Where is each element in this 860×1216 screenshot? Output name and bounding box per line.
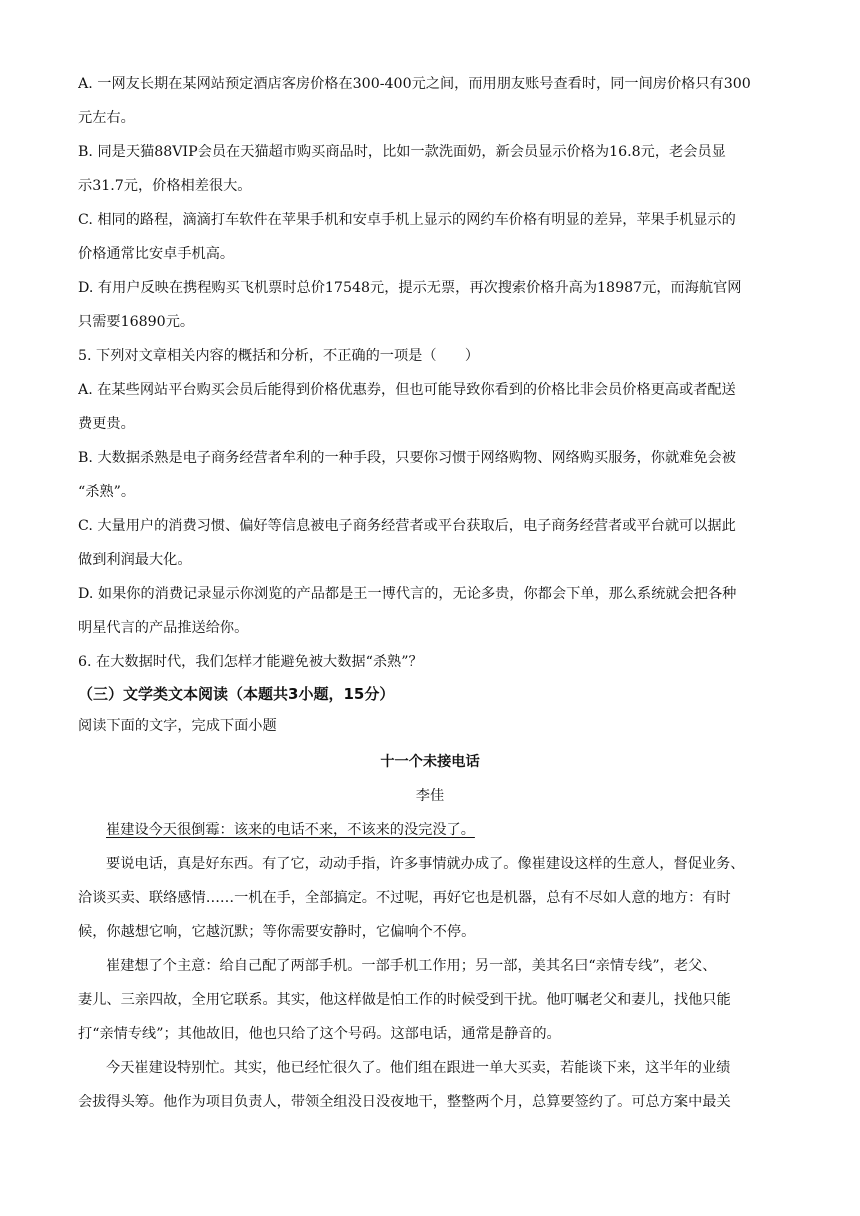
q4-option-a-line-1: A. 一网友长期在某网站预定酒店客房价格在300-400元之间，而用朋友账号查看时，同一间房价格只有300 [78, 76, 751, 92]
para2-line-3: 打“亲情专线”；其他故旧，他也只给了这个号码。这部电话，通常是静音的。 [78, 1026, 561, 1042]
story-title: 十一个未接电话 [380, 754, 480, 770]
section-heading: （三）文学类文本阅读（本题共3小题，15分） [78, 685, 395, 703]
q5-option-b-line-2: “杀熟”。 [78, 484, 136, 500]
q5-option-a-line-2: 费更贵。 [78, 416, 135, 432]
q5-option-d-line-1: D. 如果你的消费记录显示你浏览的产品都是王一博代言的，无论多贵，你都会下单，那么系统就会把各种 [78, 586, 737, 602]
q4-option-d-line-1: D. 有用户反映在携程购买飞机票时总价17548元，提示无票，再次搜索价格升高为18987元，而海航官网 [78, 280, 742, 296]
q4-option-b-line-2: 示31.7元，价格相差很大。 [78, 178, 252, 194]
para1-line-2: 洽谈买卖、联络感情……一机在手，全部搞定。不过呢，再好它也是机器，总有不尽如人意的地方：有时 [78, 890, 731, 906]
q5-stem: 5. 下列对文章相关内容的概括和分析，不正确的一项是（ ） [78, 348, 480, 364]
underlined-sentence: 崔建设今天很倒霉：该来的电话不来，不该来的没完没了。 [106, 822, 475, 838]
q4-option-c-line-2: 价格通常比安卓手机高。 [78, 246, 235, 262]
q4-option-d-line-2: 只需要16890元。 [78, 314, 195, 330]
para2-line-1: 崔建想了个主意：给自己配了两部手机。一部手机工作用；另一部，美其名曰“亲情专线”，老父、 [106, 958, 717, 974]
reading-instruction: 阅读下面的文字，完成下面小题 [78, 718, 277, 734]
q4-option-b-line-1: B. 同是天猫88VIP会员在天猫超市购买商品时，比如一款洗面奶，新会员显示价格为16.8元，老会员显 [78, 144, 726, 160]
q4-option-c-line-1: C. 相同的路程，滴滴打车软件在苹果手机和安卓手机上显示的网约车价格有明显的差异，苹果手机显示的 [78, 212, 736, 228]
story-opening-line [106, 820, 788, 840]
q6-stem: 6. 在大数据时代，我们怎样才能避免被大数据“杀熟”？ [78, 654, 423, 670]
para1-line-3: 候，你越想它响，它越沉默；等你需要安静时，它偏响个不停。 [78, 924, 476, 940]
story-author: 李佳 [415, 788, 445, 804]
q5-option-c-line-1: C. 大量用户的消费习惯、偏好等信息被电子商务经营者或平台获取后，电子商务经营者或平台就可以据此 [78, 518, 736, 534]
para3-line-1: 今天崔建设特别忙。其实，他已经忙很久了。他们组在跟进一单大买卖，若能谈下来，这半年的业绩 [106, 1060, 731, 1076]
q5-option-a-line-1: A. 在某些网站平台购买会员后能得到价格优惠券，但也可能导致你看到的价格比非会员价格更高或者配送 [78, 382, 736, 398]
para3-line-2: 会拔得头筹。他作为项目负责人，带领全组没日没夜地干，整整两个月，总算要签约了。可总方案中最关 [78, 1094, 731, 1110]
para1-line-1: 要说电话，真是好东西。有了它，动动手指，许多事情就办成了。像崔建设这样的生意人，督促业务、 [106, 856, 745, 872]
q5-option-d-line-2: 明星代言的产品推送给你。 [78, 620, 249, 636]
q5-option-b-line-1: B. 大数据杀熟是电子商务经营者牟利的一种手段，只要你习惯于网络购物、网络购买服务，你就难免会被 [78, 450, 736, 466]
q5-option-c-line-2: 做到利润最大化。 [78, 552, 192, 568]
para2-line-2: 妻儿、三亲四故，全用它联系。其实，他这样做是怕工作的时候受到干扰。他叮嘱老父和妻儿，找他只能 [78, 992, 731, 1008]
q4-option-a-line-2: 元左右。 [78, 110, 135, 126]
